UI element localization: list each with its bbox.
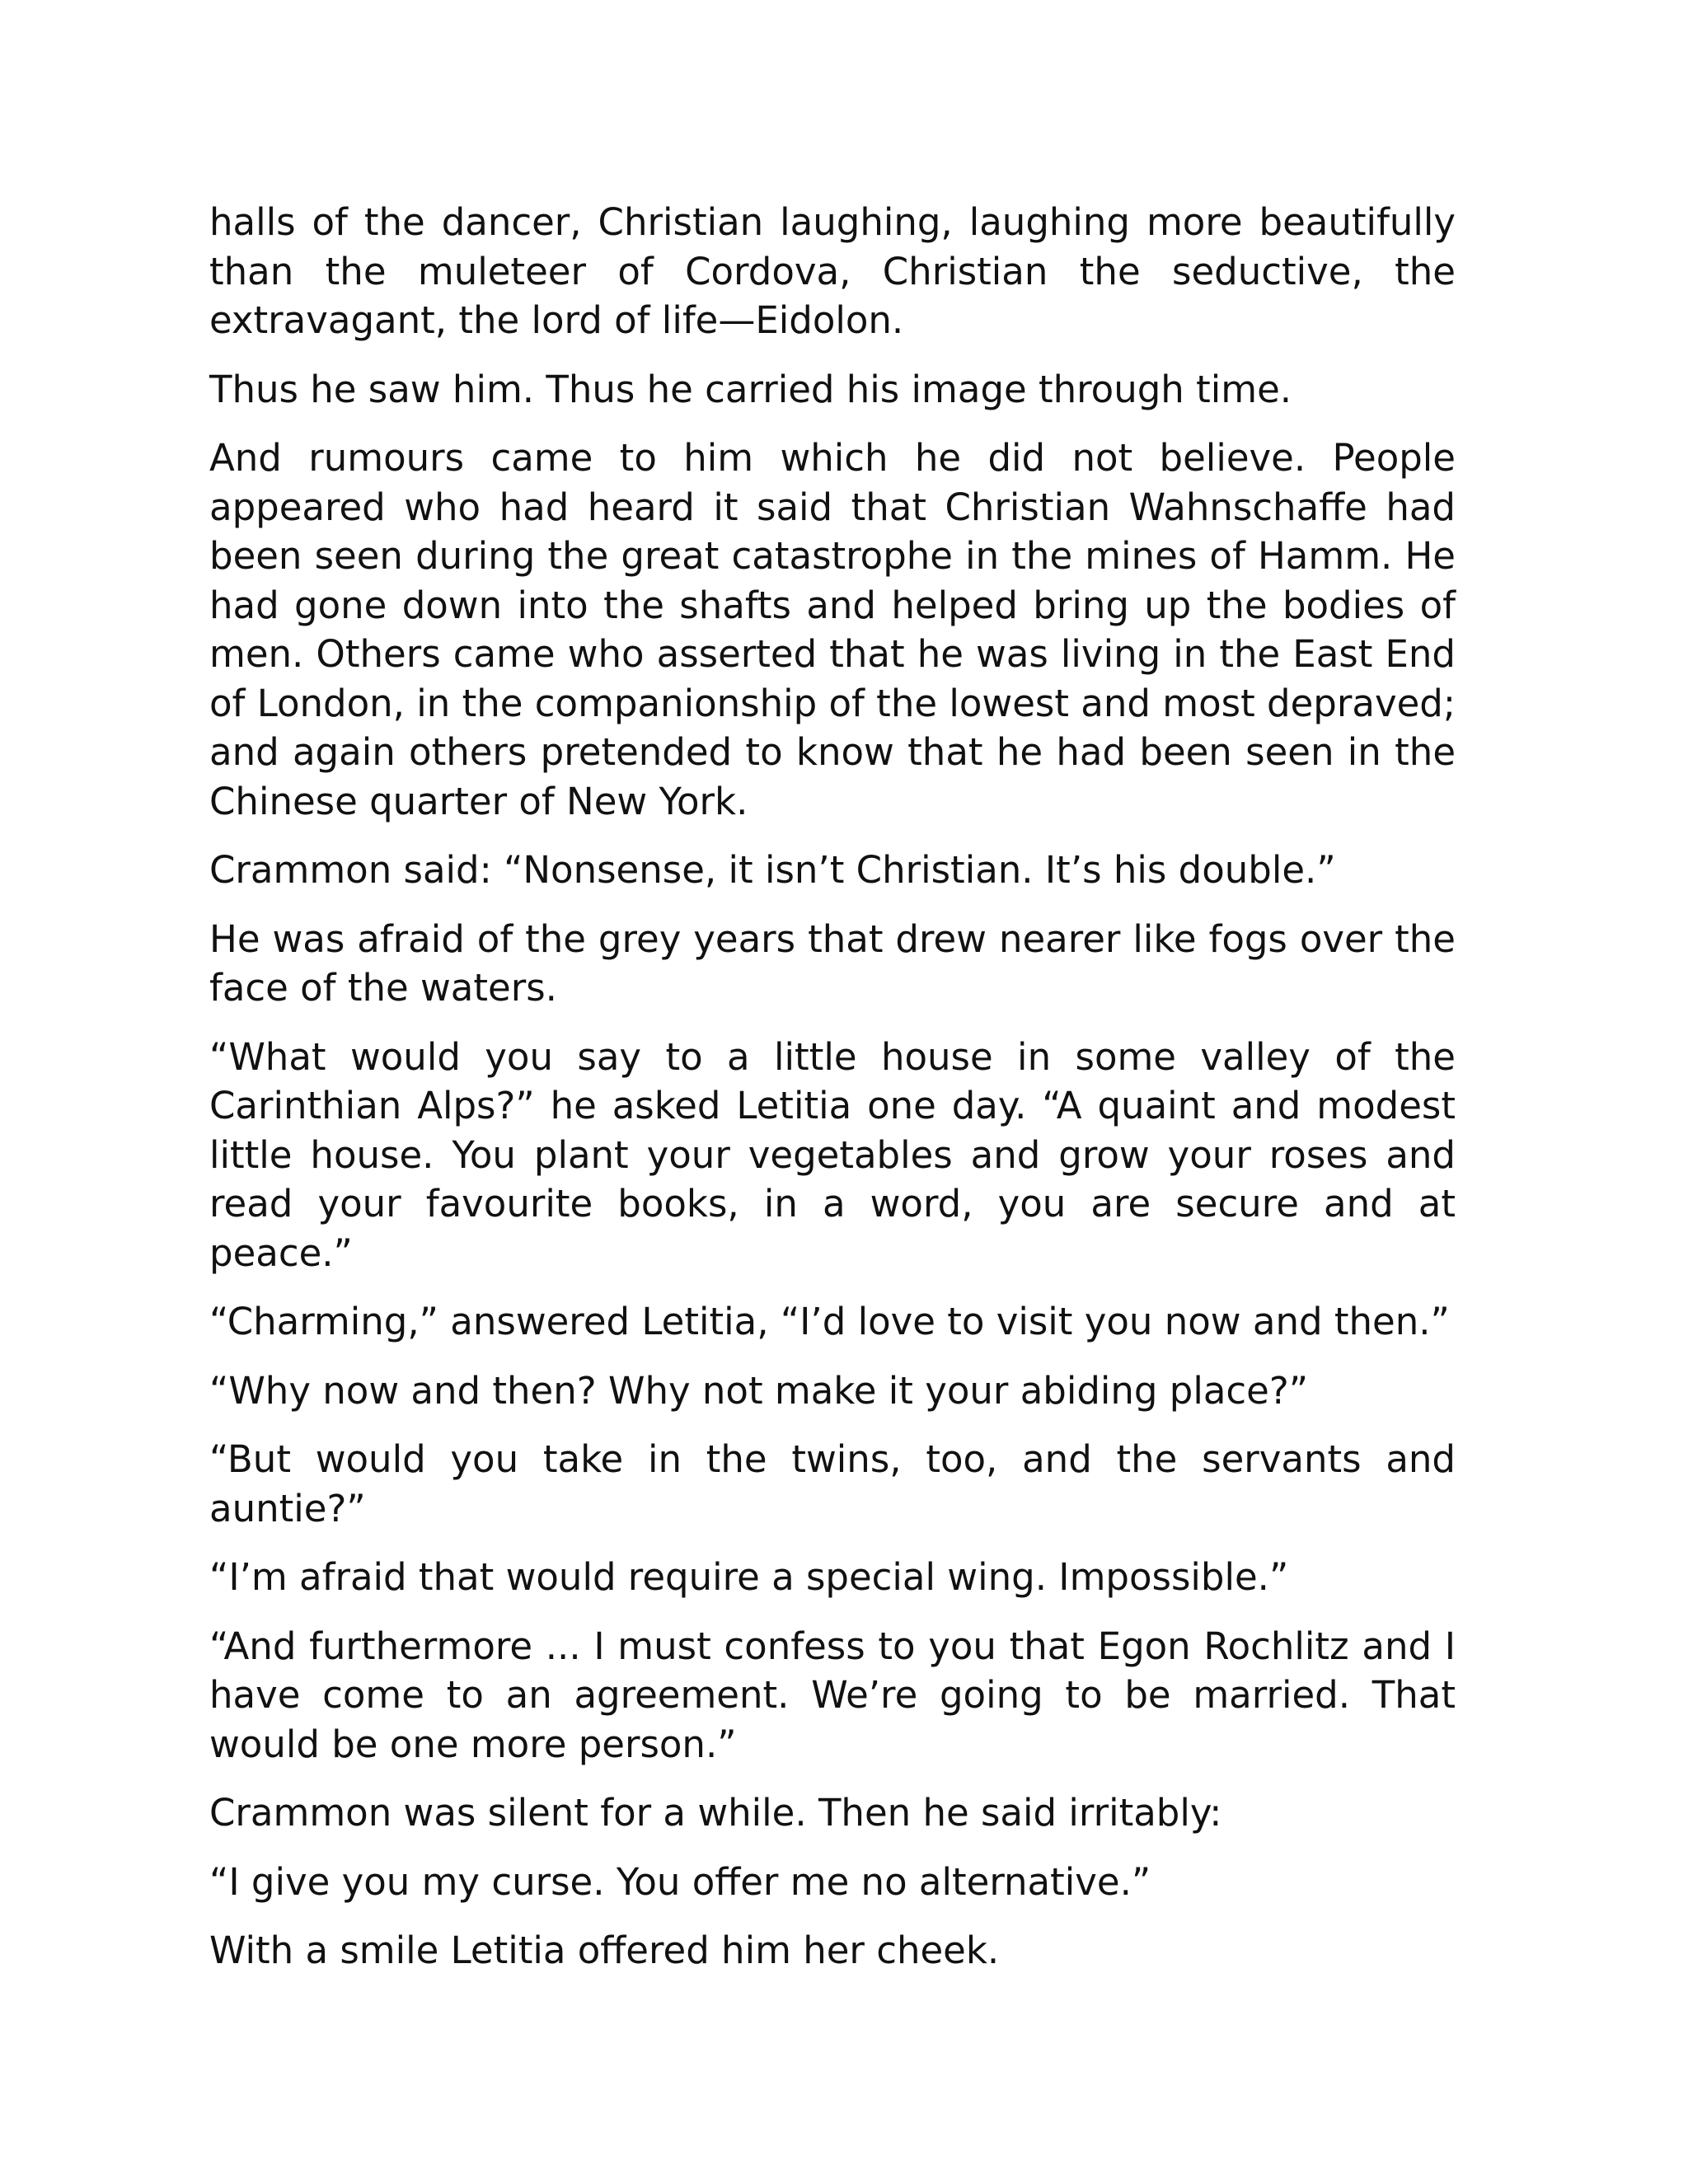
paragraph-11: “And furthermore ... I must confess to you that Egon Rochlitz and I have come to an agreement. We’re going to be married. That would be one more person.” xyxy=(209,1624,1456,1766)
paragraph-10: “I’m afraid that would require a special wing. Impossible.” xyxy=(209,1555,1289,1599)
paragraph-9: “But would you take in the twins, too, and the servants and auntie?” xyxy=(209,1437,1456,1530)
paragraph-12: Crammon was silent for a while. Then he said irritably: xyxy=(209,1791,1222,1835)
paragraph-2: Thus he saw him. Thus he carried his image through time. xyxy=(209,367,1292,411)
paragraph-7: “Charming,” answered Letitia, “I’d love to visit you now and then.” xyxy=(209,1300,1450,1343)
paragraph-4: Crammon said: “Nonsense, it isn’t Christian. It’s his double.” xyxy=(209,848,1336,892)
paragraph-8: “Why now and then? Why not make it your abiding place?” xyxy=(209,1368,1309,1413)
paragraph-14: With a smile Letitia offered him her cheek. xyxy=(209,1929,1000,1972)
paragraph-13: “I give you my curse. You offer me no alternative.” xyxy=(209,1859,1151,1904)
paragraph-5: He was afraid of the grey years that drew nearer like fogs over the face of the waters. xyxy=(209,916,1456,1010)
paragraph-6: “What would you say to a little house in some valley of the Carinthian Alps?” he asked Letitia one day. “A quaint and modest little house. You plant your vegetables and grow your roses and read your favourite books, in a word, you are secure and at peace.” xyxy=(209,1034,1456,1275)
page-body xyxy=(209,198,1456,1995)
paragraph-1: halls of the dancer, Christian laughing, laughing more beautifully than the muleteer of Cordova, Christian the seductive, the extravagant, the lord of life—Eidolon. xyxy=(209,200,1456,342)
paragraph-3: And rumours came to him which he did not believe. People appeared who had heard it said that Christian Wahnschaffe had been seen during the great catastrophe in the mines of Hamm. He had gone down into the shafts and helped bring up the bodies of men. Others came who asserted that he was living in the East End of London, in the companionship of the lowest and most depraved; and again others pretended to know that he had been seen in the Chinese quarter of New York. xyxy=(209,436,1456,823)
